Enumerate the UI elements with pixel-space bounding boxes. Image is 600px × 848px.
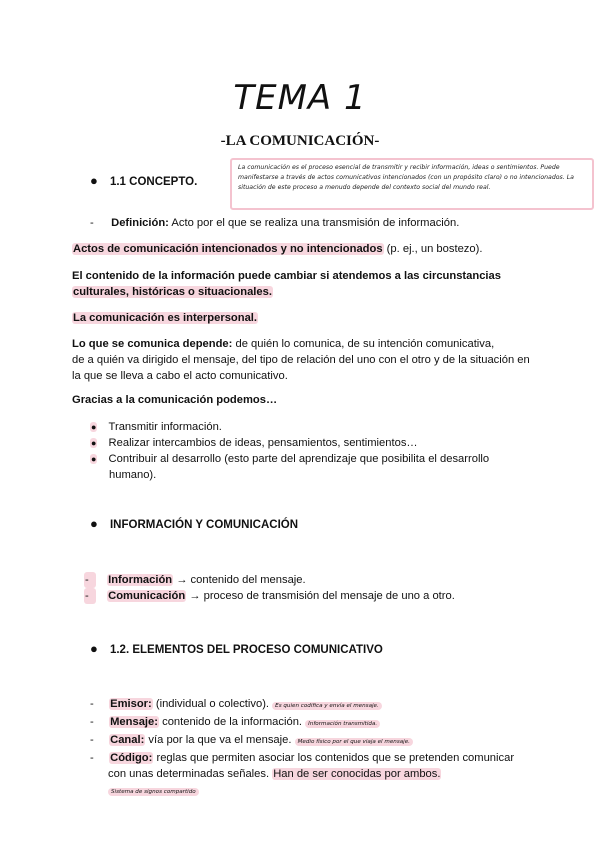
actos-line — [72, 241, 482, 257]
handwritten-note: Es quien codifica y envía el mensaje. — [272, 702, 382, 710]
handwritten-line — [108, 782, 514, 800]
list-item — [90, 750, 514, 766]
list-item-text: Realizar intercambios de ideas, pensamientos, sentimientos… — [108, 437, 418, 449]
depende-line2: de a quién va dirigido el mensaje, del tipo de relación del uno con el otro y de la situación en — [72, 354, 530, 366]
handwritten-note: La comunicación es el proceso esencial de transmitir y recibir información, ideas o sentimientos. Puede manifestarse a través de actos comunicativos intencionados (con un propósito claro) o no intencionados. La situación de este proceso a menudo depende del contexto social del mundo real. — [230, 158, 594, 210]
bullet-icon: ● — [90, 641, 98, 656]
arrow-icon: → — [176, 574, 188, 586]
list-item-text: Contribuir al desarrollo (esto parte del aprendizaje que posibilita el desarrollo — [108, 453, 490, 465]
list-item — [90, 419, 489, 435]
section-heading: 1.2. ELEMENTOS DEL PROCESO COMUNICATIVO — [109, 644, 383, 656]
dash-marker: - — [90, 734, 94, 746]
element-highlight: Han de ser conocidas por ambos. — [273, 768, 441, 780]
depende-line3: la que se lleva a cabo el acto comunicativo. — [72, 370, 288, 382]
bullet-icon: ● — [91, 422, 97, 432]
element-label: Canal: — [110, 734, 145, 746]
contenido-line1: El contenido de la información puede cambiar si atendemos a las circunstancias — [72, 270, 501, 282]
element-label: Código: — [110, 752, 153, 764]
list-item — [84, 572, 455, 588]
section-elementos — [90, 641, 383, 656]
bullet-icon: ● — [90, 173, 98, 188]
depende-block — [72, 336, 530, 384]
elementos-list — [90, 696, 514, 800]
definition-text: Acto por el que se realiza una transmisión de información. — [171, 217, 460, 229]
page-subtitle: -LA COMUNICACIÓN- — [220, 133, 380, 149]
depende-line1: de quién lo comunica, de su intención comunicativa, — [232, 338, 495, 350]
bullet-icon: ● — [91, 454, 97, 464]
handwritten-note: Medio físico por el que viaja el mensaje. — [295, 738, 413, 746]
dash-marker: - — [84, 572, 96, 588]
section-heading: 1.1 CONCEPTO. — [109, 176, 198, 188]
list-item — [90, 732, 514, 750]
list-item-continuation — [108, 766, 514, 782]
depende-label: Lo que se comunica depende: — [72, 338, 233, 350]
list-item-continuation: humano). — [109, 469, 157, 481]
section-infocom — [90, 516, 298, 531]
dash-marker: - — [90, 716, 94, 728]
list-item — [90, 696, 514, 714]
list-podemos — [90, 419, 489, 483]
comm-label: Comunicación — [108, 590, 186, 602]
comm-text: proceso de transmisión del mensaje de uno a otro. — [203, 590, 455, 602]
element-text: vía por la que va el mensaje. — [148, 734, 292, 746]
bullet-icon: ● — [90, 516, 98, 531]
gracias-line: Gracias a la comunicación podemos… — [72, 394, 278, 406]
list-item-text: Transmitir información. — [108, 421, 222, 433]
list-item — [84, 588, 455, 604]
element-text: contenido de la información. — [162, 716, 303, 728]
interpersonal-text: La comunicación es interpersonal. — [73, 312, 258, 324]
dash-marker: - — [90, 217, 94, 229]
dash-marker: - — [90, 698, 94, 710]
handwritten-note: Información transmitida. — [305, 720, 380, 728]
element-label: Mensaje: — [110, 716, 158, 728]
arrow-icon: → — [189, 590, 201, 602]
element-text: con unas determinadas señales. — [108, 768, 270, 780]
list-item — [90, 435, 489, 451]
section-heading: INFORMACIÓN Y COMUNICACIÓN — [109, 519, 299, 531]
list-item — [90, 451, 489, 467]
handwritten-note: Sistema de signos compartido — [108, 788, 199, 796]
actos-text: (p. ej., un bostezo). — [383, 243, 483, 255]
element-text: (individual o colectivo). — [155, 698, 270, 710]
info-text: contenido del mensaje. — [190, 574, 306, 586]
definition-line — [90, 215, 459, 231]
definition-label: Definición: — [111, 217, 169, 229]
element-label: Emisor: — [110, 698, 152, 710]
bullet-icon: ● — [91, 438, 97, 448]
element-text: reglas que permiten asociar los contenidos que se pretenden comunicar — [156, 752, 515, 764]
contenido-line2: culturales, históricas o situacionales. — [73, 286, 272, 298]
info-label: Información — [108, 574, 173, 586]
page-title: TEMA 1 — [233, 78, 367, 118]
section-concepto — [90, 173, 197, 188]
contenido-block — [72, 268, 501, 300]
dash-marker: - — [84, 588, 96, 604]
actos-highlight: Actos de comunicación intencionados y no intencionados — [73, 243, 383, 255]
interpersonal-line — [72, 310, 258, 326]
infocom-list — [84, 572, 455, 604]
dash-marker: - — [90, 752, 94, 764]
list-item — [90, 714, 514, 732]
